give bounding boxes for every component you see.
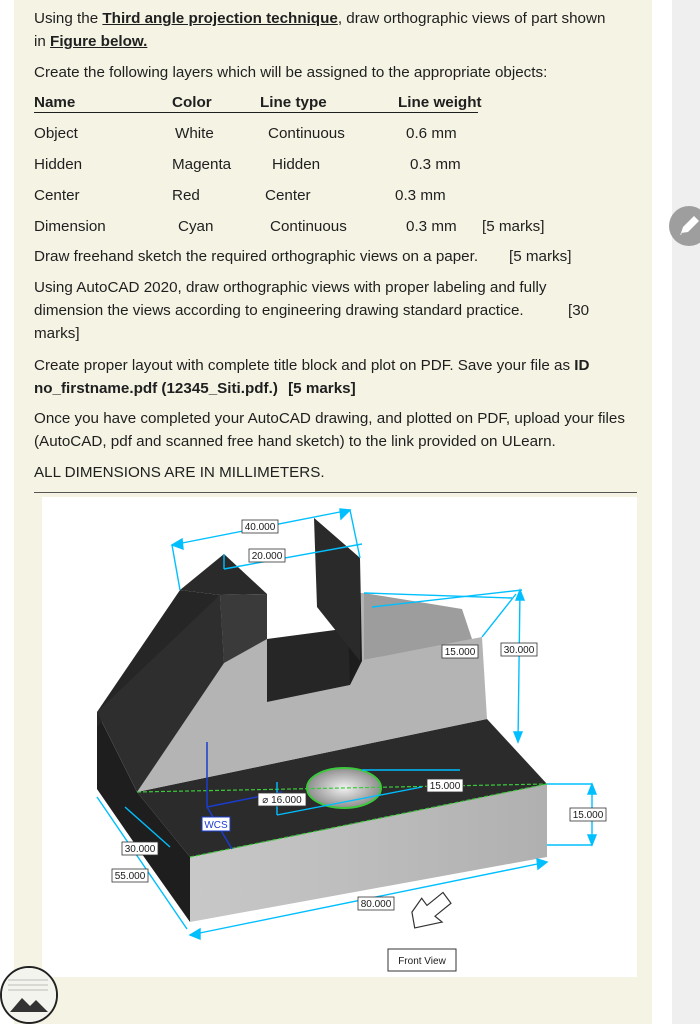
upload-task-line-2: (AutoCAD, pdf and scanned free hand sketch) to the link provided on ULearn. <box>34 433 556 450</box>
header-lineweight: Line weight <box>398 94 482 111</box>
row-color: Cyan <box>178 218 214 235</box>
dim-label-16: ⌀ 16.000 <box>262 795 302 806</box>
row-linetype: Continuous <box>268 125 345 142</box>
figure-below-link: Figure below. <box>50 33 148 50</box>
row-weight: 0.3 mm <box>410 156 461 173</box>
row-color: Red <box>172 187 200 204</box>
autocad-task-line-2: dimension the views according to engineering drawing standard practice. <box>34 302 524 319</box>
header-color: Color <box>172 94 212 111</box>
layout-task-line-1: Create proper layout with complete title block and plot on PDF. Save your file as ID <box>34 357 590 374</box>
freehand-marks: [5 marks] <box>509 248 572 265</box>
edit-button[interactable] <box>669 206 700 246</box>
arrow-head <box>514 732 522 742</box>
row-name: Center <box>34 187 80 204</box>
dim-label-80: 80.000 <box>360 899 392 910</box>
arrow-head <box>588 784 596 794</box>
side-strip <box>672 0 700 1024</box>
arrow-head <box>537 859 547 869</box>
intro-line-1: Using the Third angle projection technique, draw orthographic views of part shown <box>34 10 606 27</box>
intro-line-2: in Figure below. <box>34 33 148 50</box>
section-divider <box>34 492 637 493</box>
arrow-head <box>340 509 350 519</box>
upload-task-line-1: Once you have completed your AutoCAD drawing, and plotted on PDF, upload your files <box>34 410 625 427</box>
row-color: Magenta <box>172 156 232 173</box>
third-angle-link: Third angle projection technique <box>102 10 338 27</box>
arrow-head <box>588 835 596 845</box>
row-color: White <box>175 125 214 142</box>
avatar[interactable] <box>0 966 58 1024</box>
row-name: Dimension <box>34 218 106 235</box>
row-marks: [5 marks] <box>482 218 545 235</box>
row-weight: 0.6 mm <box>406 125 457 142</box>
dim-label-30b: 30.000 <box>124 844 156 855</box>
ext-line <box>482 594 516 637</box>
avatar-image <box>2 968 56 1022</box>
dim-label-15a: 15.000 <box>444 647 476 658</box>
units-note: ALL DIMENSIONS ARE IN MILLIMETERS. <box>34 464 325 481</box>
part-figure <box>42 497 637 977</box>
row-linetype: Hidden <box>272 156 321 173</box>
autocad-marks: [30 <box>568 302 590 319</box>
dim-label-30a: 30.000 <box>503 645 535 656</box>
dim-label-40: 40.000 <box>244 522 276 533</box>
dim-label-15b: 15.000 <box>429 781 461 792</box>
arrow-head <box>190 929 200 939</box>
arrow-head <box>516 590 524 600</box>
row-name: Object <box>34 125 78 142</box>
autocad-task-line-1: Using AutoCAD 2020, draw orthographic views with proper labeling and fully <box>34 279 547 296</box>
dim-line-30a <box>518 590 520 742</box>
front-view-arrow <box>409 891 454 927</box>
row-linetype: Center <box>265 187 311 204</box>
isometric-part-drawing <box>42 497 637 977</box>
wcs-label: WCS <box>204 820 228 831</box>
header-name: Name <box>34 94 76 111</box>
dim-label-55: 55.000 <box>114 871 146 882</box>
row-linetype: Continuous <box>270 218 347 235</box>
dim-label-20: 20.000 <box>251 551 283 562</box>
header-underline <box>34 112 478 113</box>
pencil-icon <box>669 206 700 246</box>
row-weight: 0.3 mm <box>406 218 457 235</box>
ext-line <box>172 545 180 590</box>
dim-label-15c: 15.000 <box>572 810 604 821</box>
layers-intro: Create the following layers which will be assigned to the appropriate objects: <box>34 64 548 81</box>
arrow-head <box>172 539 183 549</box>
front-view-label: Front View <box>398 956 446 967</box>
autocad-marks-cont: marks] <box>34 325 80 342</box>
freehand-task: Draw freehand sketch the required orthographic views on a paper. <box>34 248 479 265</box>
row-name: Hidden <box>34 156 83 173</box>
layout-task-line-2: no_firstname.pdf (12345_Siti.pdf.) [5 marks] <box>34 380 356 397</box>
header-linetype: Line type <box>260 94 327 111</box>
row-weight: 0.3 mm <box>395 187 446 204</box>
